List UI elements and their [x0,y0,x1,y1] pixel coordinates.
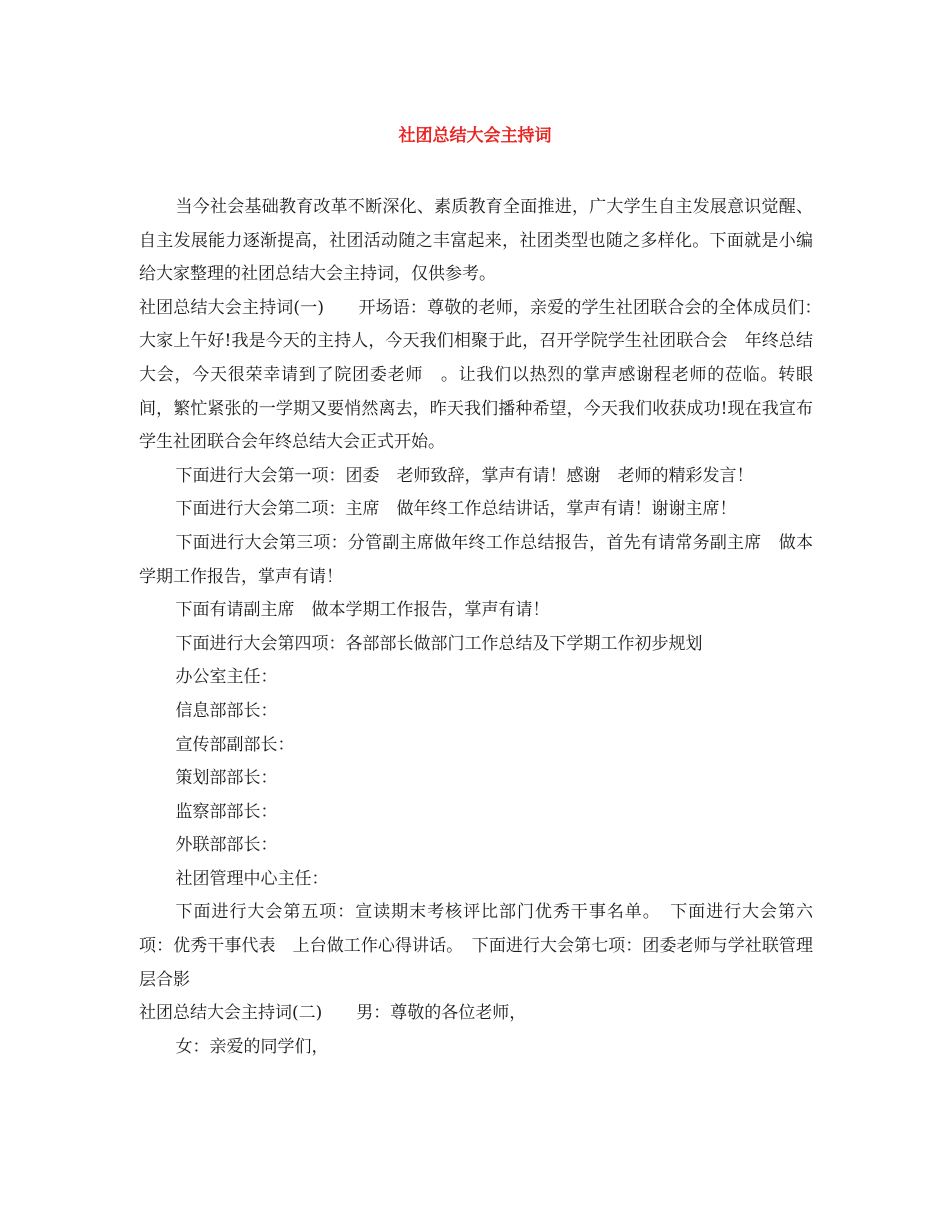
role-office-director: 办公室主任： [175,667,278,688]
intro-paragraph: 当今社会基础教育改革不断深化、素质教育全面推进，广大学生自主发展意识觉醒、自主发展能力逐渐提高，社团活动随之丰富起来，社团类型也随之多样化。下面就是小编给大家整理的社团总结大会主持词，仅供参考。 [139,197,813,285]
role-planning-head: 策划部部长： [175,768,278,789]
document-title: 社团总结大会主持词 [398,126,552,146]
vice-chair-report-line: 下面有请副主席 做本学期工作报告，掌声有请！ [175,600,550,621]
section-two-opening-line: 社团总结大会主持词(二) 男：尊敬的各位老师， [139,1003,527,1024]
role-external-relations-head: 外联部部长： [175,835,278,856]
agenda-items-five-to-seven: 下面进行大会第五项：宣读期末考核评比部门优秀干事名单。 下面进行大会第六项：优秀干事代表 上台做工作心得讲话。 下面进行大会第七项：团委老师与学社联管理层合影 [139,902,813,990]
section-one-opening-paragraph: 社团总结大会主持词(一) 开场语：尊敬的老师，亲爱的学生社团联合会的全体成员们： 大家上午好!我是今天的主持人，今天我们相聚于此，召开学院学生社团联合会 年终总结大会，今天很荣幸请到了院团委老师 。让我们以热烈的掌声感谢程老师的莅临。转眼间，繁忙紧张的一学期又要悄然离去，昨天我们播种希望，今天我们收获成功!现在我宣布 学生社团联合会年终总结大会正式开始。 [139,297,830,453]
role-supervision-head: 监察部部长： [175,801,278,822]
section-two-female-line: 女：亲爱的同学们， [175,1036,329,1057]
agenda-item-two: 下面进行大会第二项：主席 做年终工作总结讲话，掌声有请！谢谢主席！ [175,499,737,520]
role-publicity-deputy-head: 宣传部副部长： [175,734,295,755]
role-information-head: 信息部部长： [175,700,278,721]
document-body [139,191,830,1064]
agenda-item-four: 下面进行大会第四项：各部部长做部门工作总结及下学期工作初步规划 [175,633,703,654]
agenda-item-one: 下面进行大会第一项：团委 老师致辞，掌声有请！感谢 老师的精彩发言！ [175,465,754,486]
role-club-center-director: 社团管理中心主任： [175,868,329,889]
agenda-item-three: 下面进行大会第三项：分管副主席做年终工作总结报告，首先有请常务副主席 做本学期工作报告，掌声有请！ [139,532,813,587]
